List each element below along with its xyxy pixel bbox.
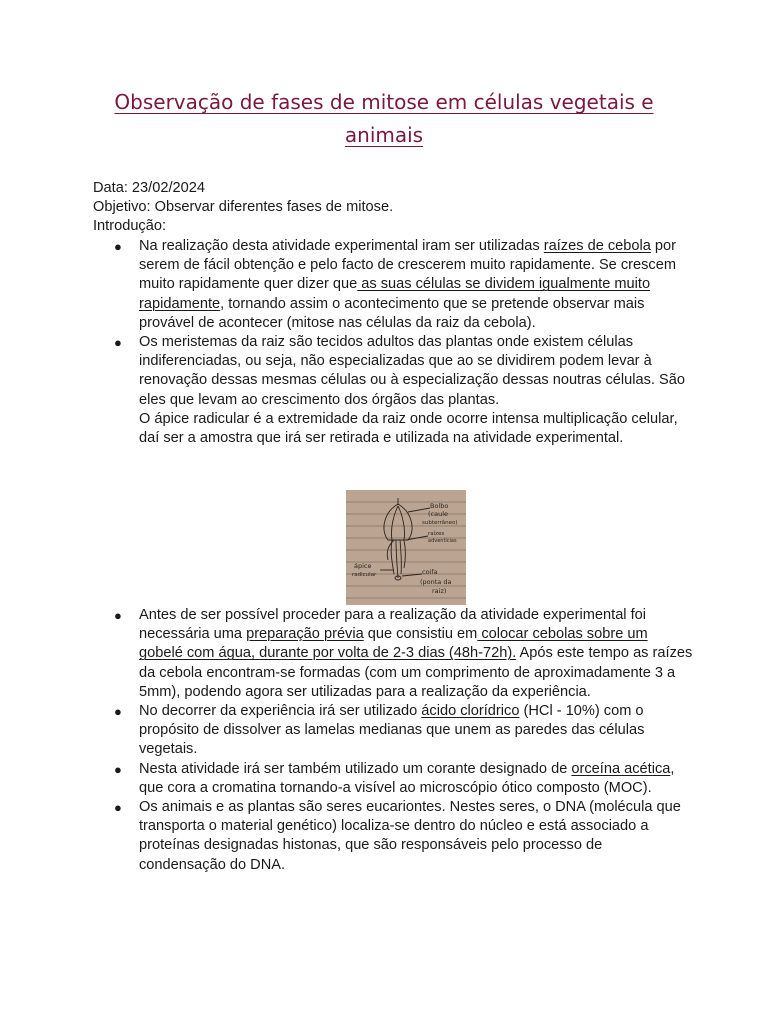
objective-line: Objetivo: Observar diferentes fases de mitose. — [93, 199, 394, 216]
text-segment: Após este tempo as raízes da cebola encontram-se formadas (com um comprimento de aproximadamente 3 a 5mm), podendo agora ser utilizadas para a realização da experiência. — [139, 645, 693, 700]
text-segment: por serem de fácil obtenção e pelo facto de crescerem muito rapidamente. Se crescem muito rapidamente quer dizer que — [139, 238, 677, 293]
list-item — [93, 237, 693, 333]
onion-sketch-photo — [346, 490, 466, 605]
underlined-text: colocar cebolas sobre um gobelé com água, durante por volta de 2-3 dias (48h-72h). — [139, 626, 648, 662]
sketch-label: Bolbo — [430, 502, 449, 510]
header-info — [93, 179, 693, 237]
date-line: Data: 23/02/2024 — [93, 180, 205, 196]
text-segment: , que cora a cromatina tornando-a visível ao microscópio ótico composto (MOC). — [139, 760, 675, 796]
text-segment: No decorrer da experiência irá ser utilizado — [139, 703, 422, 720]
sketch-label: adventícias — [428, 538, 457, 544]
sketch-label: ápice — [354, 562, 372, 570]
sketch-label: coifa — [422, 568, 438, 576]
sketch-label: raiz) — [432, 587, 447, 595]
text-segment: Na realização desta atividade experimental iram ser utilizadas — [139, 238, 544, 254]
bullet-icon: ● — [114, 335, 122, 351]
introduction-list — [93, 237, 693, 448]
underlined-text: ácido clorídrico — [421, 703, 520, 720]
text-segment: Antes de ser possível proceder para a realização da atividade experimental foi necessária uma — [139, 607, 647, 643]
list-item — [93, 702, 693, 760]
list-item — [93, 798, 693, 875]
bullet-icon: ● — [114, 608, 122, 623]
list-item — [93, 333, 693, 448]
sketch-label: radicular — [352, 572, 377, 578]
title-line-2: animais — [344, 123, 424, 147]
sketch-label: (ponta da — [420, 578, 452, 586]
sketch-label: (caule — [428, 510, 449, 518]
text-segment: Nesta atividade irá ser também utilizado um corante designado de — [139, 760, 572, 777]
bullet-icon: ● — [114, 704, 122, 720]
bullet-icon: ● — [114, 800, 122, 816]
sketch-label: subterrâneo) — [422, 520, 458, 526]
bullet-icon: ● — [114, 761, 122, 777]
paragraph-text: O ápice radicular é a extremidade da raiz onde ocorre intensa multiplicação celular, daí ser a amostra que irá ser retirada e utilizada na atividade experimental. — [139, 410, 678, 447]
introduction-heading: Introdução: — [93, 218, 167, 235]
paragraph-text: Os meristemas da raiz são tecidos adultos das plantas onde existem células indiferenciadas, ou seja, não especializadas que ao se dividirem podem levar à renovação dessas mesmas células ou à especialização dessas noutras células. São eles que levam ao crescimento dos órgãos das plantas. — [139, 334, 685, 408]
page-title — [100, 86, 668, 152]
underlined-text: orceína acética — [571, 760, 671, 777]
underlined-text: raízes de cebola — [543, 238, 651, 254]
text-segment: (HCl - 10%) com o propósito de dissolver as lamelas medianas que unem as paredes das células vegetais. — [139, 703, 645, 758]
sketch-label: raízes — [428, 531, 445, 537]
text-segment: , tornando assim o acontecimento que se pretende observar mais provável de acontecer (mitose nas células da raiz da cebola). — [139, 295, 645, 331]
list-item — [93, 606, 693, 702]
underlined-text: preparação prévia — [246, 626, 364, 643]
text-segment: Os animais e as plantas são seres eucariontes. Nestes seres, o DNA (molécula que transporta o material genético) localiza-se dentro do núcleo e está associado a proteínas designadas histonas, que são responsáveis pelo processo de condensação do DNA. — [139, 799, 681, 873]
underlined-text: as suas células se dividem igualmente muito rapidamente — [139, 276, 651, 312]
procedure-list — [93, 606, 693, 875]
title-line-1: Observação de fases de mitose em células vegetais e — [114, 90, 654, 114]
text-segment: que consistiu em — [363, 626, 478, 643]
list-item — [93, 760, 693, 798]
onion-sketch-drawing — [346, 490, 466, 605]
bullet-icon: ● — [114, 239, 122, 254]
